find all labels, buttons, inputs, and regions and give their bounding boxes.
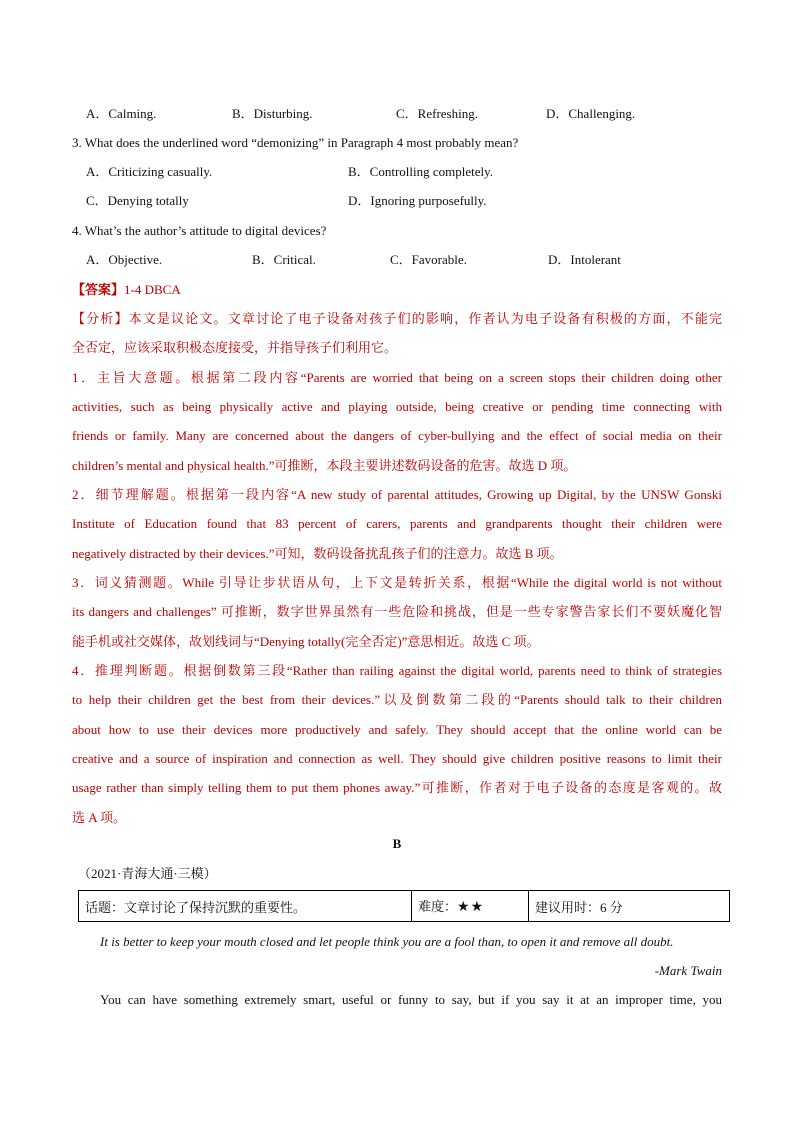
q2-option-b[interactable]: B．Disturbing.: [232, 106, 313, 121]
q4-option-b[interactable]: B．Critical.: [252, 252, 316, 267]
analysis-line: children’s mental and physical health.”可推断，本段主要讲述数码设备的危害。故选 D 项。: [72, 458, 577, 473]
analysis-line: Institute of Education found that 83 percent of carers, parents and grandparents thought their children were: [72, 516, 722, 531]
q4-option-d[interactable]: D．Intolerant: [548, 252, 621, 267]
q2-option-c[interactable]: C．Refreshing.: [396, 106, 478, 121]
q4-option-a[interactable]: A．Objective.: [86, 252, 163, 267]
topic-cell: 话题：文章讨论了保持沉默的重要性。: [79, 891, 412, 922]
time-cell: 建议用时：6 分: [529, 891, 730, 922]
analysis-line: 1．主旨大意题。根据第二段内容“Parents are worried that being on a screen stops their children doing other: [72, 370, 722, 385]
difficulty-label: 难度：: [418, 899, 458, 914]
difficulty-stars: ★★: [457, 900, 485, 915]
analysis-line: friends or family. Many are concerned about the dangers of cyber-bullying and the effect of social media on their: [72, 428, 722, 443]
analysis-line: about how to use their devices more productively and safely. They should accept that the online world can be: [72, 722, 722, 737]
info-table: [78, 890, 730, 922]
analysis-line: 全否定，应该采取积极态度接受，并指导孩子们利用它。: [72, 340, 398, 355]
analysis-line: its dangers and challenges” 可推断，数字世界虽然有一些危险和挑战，但是一些专家警告家长们不要妖魔化智: [72, 604, 722, 619]
answer-value: 1-4 DBCA: [124, 282, 181, 297]
answer-line: [72, 280, 722, 300]
analysis-line: creative and a source of inspiration and connection as well. They should give children positive reasons to limit their: [72, 751, 722, 766]
q3-option-d[interactable]: D．Ignoring purposefully.: [348, 193, 487, 208]
q3-question: 3. What does the underlined word “demonizing” in Paragraph 4 most probably mean?: [72, 135, 519, 150]
answer-label: 【答案】: [72, 282, 125, 297]
q2-option-d[interactable]: D．Challenging.: [546, 106, 636, 121]
quote: It is better to keep your mouth closed and let people think you are a fool than, to open it and remove all doubt.: [100, 934, 674, 949]
analysis-line: 2．细节理解题。根据第一段内容“A new study of parental attitudes, Growing up Digital, by the UNSW Gonski: [72, 487, 722, 502]
section-heading: B: [392, 836, 402, 851]
q3-option-a[interactable]: A．Criticizing casually.: [86, 164, 213, 179]
q4-question: 4. What’s the author’s attitude to digital devices?: [72, 223, 327, 238]
body-paragraph: You can have something extremely smart, useful or funny to say, but if you say it at an improper time, you: [100, 992, 722, 1007]
analysis-line: usage rather than simply telling them to put them phones away.”可推断，作者对于电子设备的态度是客观的。故: [72, 780, 722, 795]
analysis-line: negatively distracted by their devices.”可知，数码设备扰乱孩子们的注意力。故选 B 项。: [72, 546, 563, 561]
analysis-line: 4．推理判断题。根据倒数第三段“Rather than railing against the digital world, parents need to think of strategies: [72, 663, 722, 678]
analysis-line: 能手机或社交媒体，故划线词与“Denying totally(完全否定)”意思相近。故选 C 项。: [72, 634, 540, 649]
quote-author: -Mark Twain: [654, 963, 722, 978]
analysis-line: 3．词义猜测题。While 引导让步状语从句，上下文是转折关系，根据“While the digital world is not without: [72, 575, 722, 590]
difficulty-cell: [412, 891, 529, 922]
q4-option-c[interactable]: C．Favorable.: [390, 252, 467, 267]
analysis-line: to help their children get the best from their devices.”以及倒数第二段的“Parents should talk to their children: [72, 692, 722, 707]
analysis-line: 【分析】本文是议论文。文章讨论了电子设备对孩子们的影响，作者认为电子设备有积极的方面，不能完: [72, 311, 722, 326]
q3-option-c[interactable]: C．Denying totally: [86, 193, 189, 208]
q3-option-b[interactable]: B．Controlling completely.: [348, 164, 494, 179]
q2-option-a[interactable]: A．Calming.: [86, 106, 157, 121]
analysis-line: 选 A 项。: [72, 810, 127, 825]
source-note: （2021·青海大通·三模）: [78, 866, 217, 881]
analysis-line: activities, such as being physically active and playing outside, being creative or pending time connecting with: [72, 399, 722, 414]
